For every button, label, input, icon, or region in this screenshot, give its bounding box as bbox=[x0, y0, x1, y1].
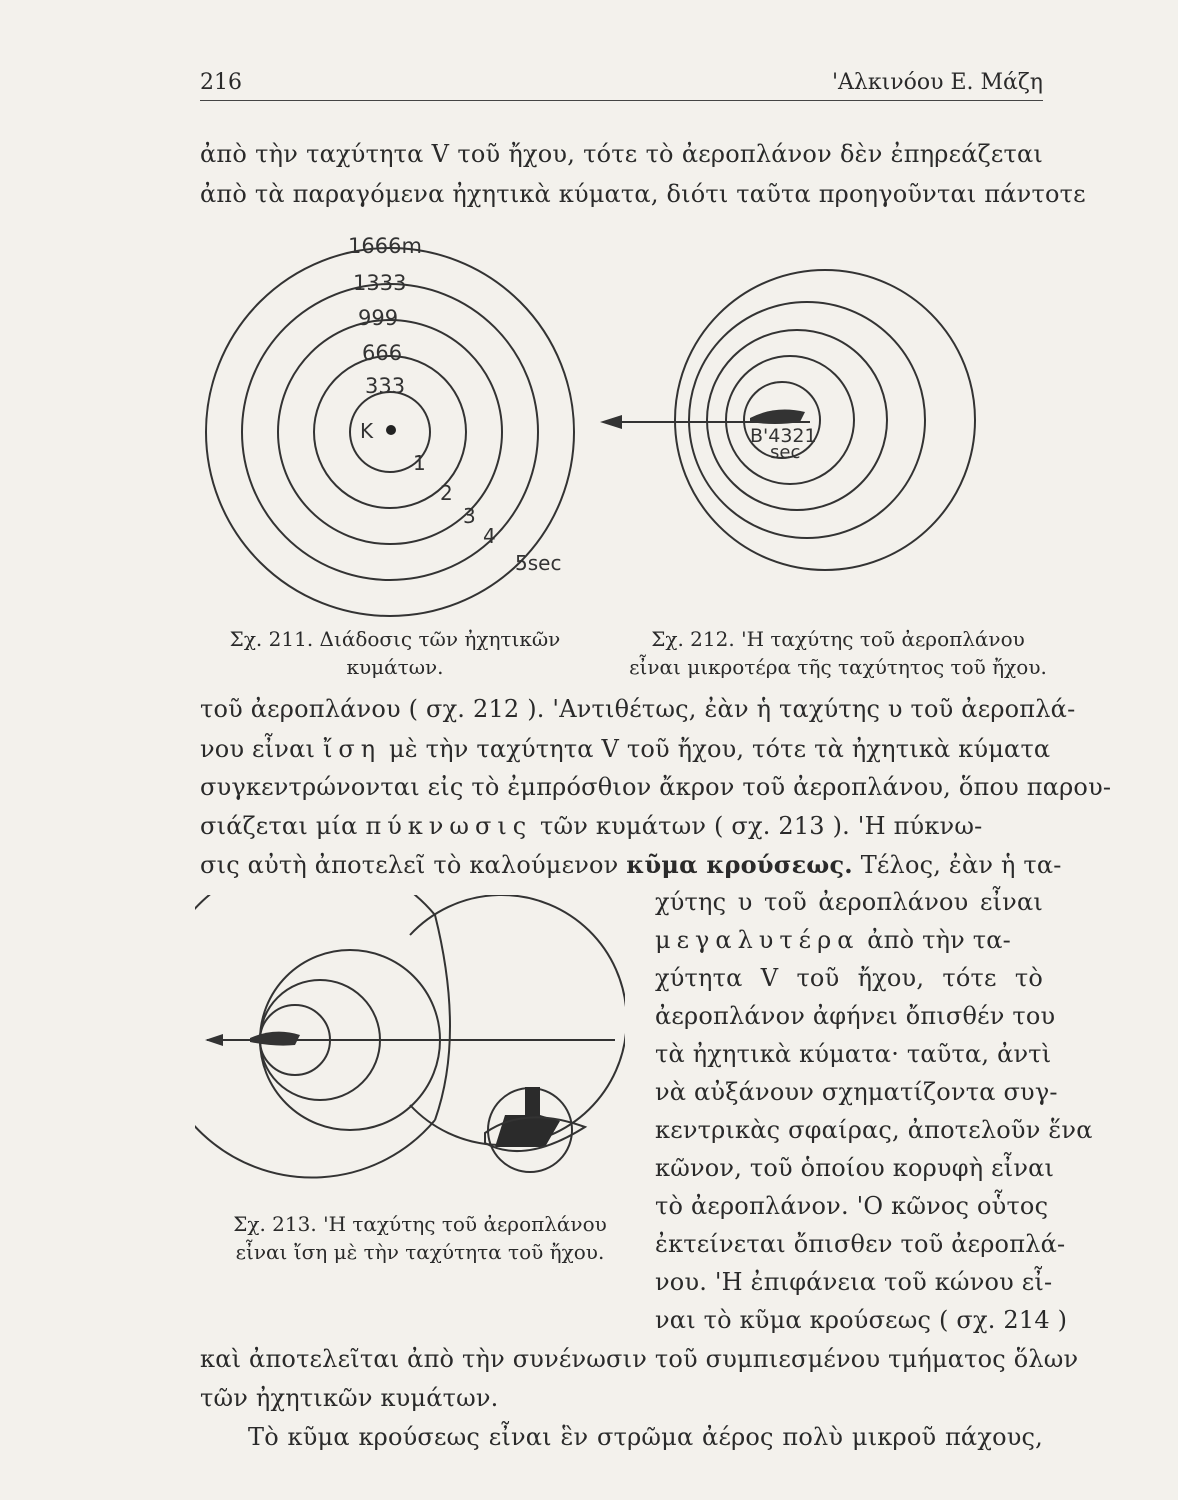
figure-211-diagram bbox=[205, 225, 585, 625]
time-label: 3 bbox=[463, 504, 476, 528]
distance-label: 1333 bbox=[353, 271, 407, 295]
wave-circle bbox=[689, 302, 925, 538]
wave-arc bbox=[195, 895, 435, 1178]
time-label: 5sec bbox=[515, 551, 562, 575]
airplane-icon bbox=[750, 410, 805, 424]
time-label: 4 bbox=[483, 524, 496, 548]
text-line: ἐκτείνεται ὄπισθεν τοῦ ἀεροπλά- bbox=[655, 1230, 1066, 1258]
text-line: νου. 'Η ἐπιφάνεια τοῦ κώνου εἶ- bbox=[655, 1268, 1053, 1296]
text-line: νου εἶναι ἴση μὲ τὴν ταχύτητα V τοῦ ἤχου, τότε τὰ ἠχητικὰ κύματα bbox=[200, 735, 1051, 763]
time-label: 1 bbox=[413, 451, 426, 475]
header-rule bbox=[200, 100, 1043, 101]
figure-213-caption: Σχ. 213. 'Η ταχύτης τοῦ ἀεροπλάνου εἶναι ἴση μὲ τὴν ταχύτητα τοῦ ἤχου. bbox=[233, 1212, 607, 1264]
wave-arc bbox=[410, 895, 625, 1145]
text-line: κεντρικὰς σφαίρας, ἀποτελοῦν ἕνα bbox=[655, 1116, 1093, 1144]
running-title: 'Αλκινόου Ε. Μάζη bbox=[831, 70, 1043, 95]
text-line: Τὸ κῦμα κρούσεως εἶναι ἓν στρῶμα ἀέρος πολὺ μικροῦ πάχους, bbox=[248, 1423, 1043, 1451]
text-line: τὰ ἠχητικὰ κύματα· ταῦτα, ἀντὶ bbox=[655, 1040, 1052, 1068]
text-line: χύτης υ τοῦ ἀεροπλάνου εἶναι bbox=[655, 888, 1043, 916]
text-line: μεγαλυτέρα ἀπὸ τὴν τα- bbox=[655, 926, 1011, 954]
figure-211-caption: Σχ. 211. Διάδοσις τῶν ἠχητικῶν κυμάτων. bbox=[229, 627, 561, 679]
wave-circle-outer bbox=[675, 270, 975, 570]
distance-label: 999 bbox=[358, 306, 399, 330]
position-label: B'4321 bbox=[750, 425, 817, 447]
center-label: K bbox=[360, 419, 374, 443]
text-line: κῶνον, τοῦ ὁποίου κορυφὴ εἶναι bbox=[655, 1154, 1055, 1182]
text-line: ἀεροπλάνον ἀφήνει ὄπισθέν του bbox=[655, 1002, 1056, 1030]
text-line: σις αὐτὴ ἀποτελεῖ τὸ καλούμενον κῦμα κρούσεως. Τέλος, ἐὰν ἡ τα- bbox=[200, 850, 1062, 879]
distance-label: 333 bbox=[365, 374, 406, 398]
arrow-head bbox=[600, 415, 622, 429]
text-line: τοῦ ἀεροπλάνου ( σχ. 212 ). 'Αντιθέτως, ἐὰν ἡ ταχύτης υ τοῦ ἀεροπλά- bbox=[200, 695, 1076, 723]
text-line: ἀπὸ τὰ παραγόμενα ἠχητικὰ κύματα, διότι ταῦτα προηγοῦνται πάντοτε bbox=[200, 180, 1086, 208]
text-line: χύτητα V τοῦ ἤχου, τότε τὸ bbox=[655, 964, 1043, 992]
unit-label: sec bbox=[770, 442, 801, 463]
text-line: ναι τὸ κῦμα κρούσεως ( σχ. 214 ) bbox=[655, 1306, 1068, 1334]
arrow-head bbox=[205, 1034, 223, 1046]
text-line: νὰ αὐξάνουν σχηματίζοντα συγ- bbox=[655, 1078, 1058, 1106]
text-line: σιάζεται μία πύκνωσις τῶν κυμάτων ( σχ. 213 ). 'Η πύκνω- bbox=[200, 812, 983, 840]
text-line: τῶν ἠχητικῶν κυμάτων. bbox=[200, 1384, 499, 1412]
airplane-icon bbox=[250, 1032, 300, 1046]
text-line: ἀπὸ τὴν ταχύτητα V τοῦ ἤχου, τότε τὸ ἀεροπλάνον δὲν ἐπηρεάζεται bbox=[200, 140, 1043, 168]
figure-213-diagram bbox=[195, 895, 625, 1205]
time-label: 2 bbox=[440, 481, 453, 505]
text-line: τὸ ἀεροπλάνον. 'Ο κῶνος οὗτος bbox=[655, 1192, 1049, 1220]
source-dot bbox=[386, 425, 396, 435]
distance-label: 666 bbox=[362, 341, 403, 365]
page-number: 216 bbox=[200, 70, 242, 95]
text-line: καὶ ἀποτελεῖται ἀπὸ τὴν συνένωσιν τοῦ συμπιεσμένου τμήματος ὅλων bbox=[200, 1345, 1079, 1373]
figure-212-caption: Σχ. 212. 'Η ταχύτης τοῦ ἀεροπλάνου εἶναι μικροτέρα τῆς ταχύτητος τοῦ ἤχου. bbox=[629, 627, 1047, 679]
distance-label: 1666m bbox=[348, 234, 422, 258]
text-line: συγκεντρώνονται εἰς τὸ ἐμπρόσθιον ἄκρον τοῦ ἀεροπλάνου, ὅπου παρου- bbox=[200, 773, 1112, 801]
figure-212-diagram bbox=[600, 250, 1020, 620]
